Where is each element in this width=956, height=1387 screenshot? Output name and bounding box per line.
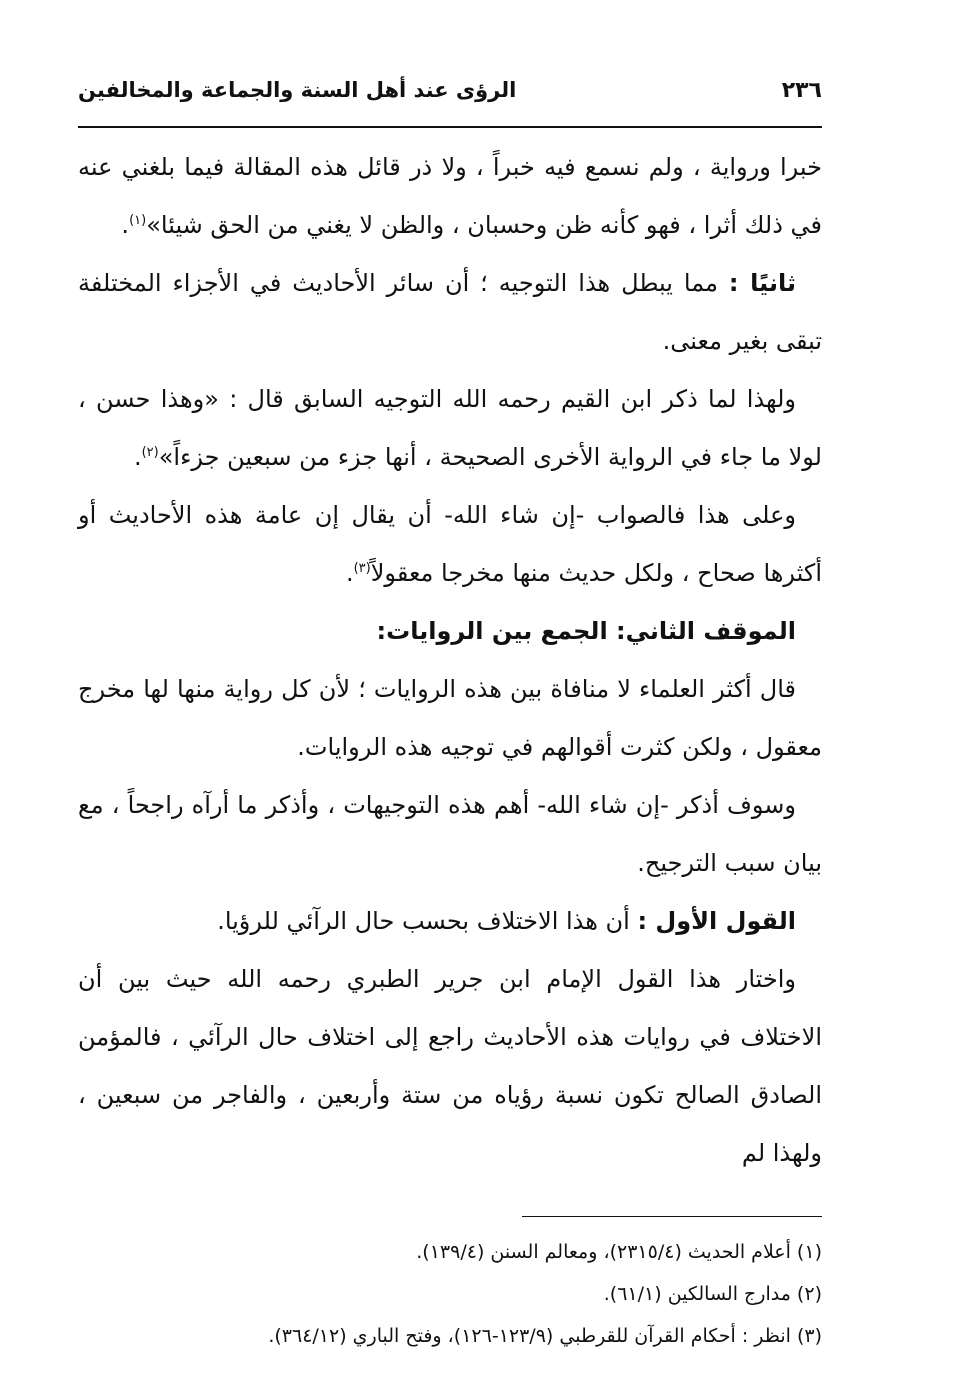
- book-page: [78, 78, 822, 1357]
- footnote-ref-3: (٣): [353, 561, 371, 576]
- footnote-3: (٣) انظر : أحكام القرآن للقرطبي (١٢٣/٩-١٢٦)، وفتح الباري (٣٦٤/١٢).: [268, 1325, 822, 1347]
- paragraph-1: خبرا ورواية ، ولم نسمع فيه خبراً ، ولا ذر قائل هذه المقالة فيما بلغني عنه في ذلك أثرا ، فهو كأنه ظن وحسبان ، والظن لا يغني من الحق شيئا»$^{(١)}$.: [78, 153, 822, 239]
- footnote-1: (١) أعلام الحديث (٢٣١٥/٤)، ومعالم السنن (١٣٩/٤).: [416, 1241, 822, 1263]
- footnote-2: (٢) مدارج السالكين (٦١/١).: [603, 1283, 822, 1305]
- paragraph-label: القول الأول :: [637, 907, 796, 935]
- body-text: [78, 138, 822, 1182]
- footnote-ref-2: (٢): [141, 445, 159, 460]
- paragraph-2: ثانيًا : مما يبطل هذا التوجيه ؛ أن سائر الأحاديث في الأجزاء المختلفة تبقى بغير معنى.: [78, 269, 822, 355]
- running-title: الرؤى عند أهل السنة والجماعة والمخالفين: [78, 78, 517, 102]
- paragraph-5: قال أكثر العلماء لا منافاة بين هذه الروايات ؛ لأن كل رواية منها لها مخرج معقول ، ولكن كثرت أقوالهم في توجيه هذه الروايات.: [78, 675, 822, 761]
- paragraph-6: وسوف أذكر -إن شاء الله- أهم هذه التوجيهات ، وأذكر ما أرآه راجحاً ، مع بيان سبب الترجيح.: [78, 791, 822, 877]
- footnotes: [78, 1231, 822, 1357]
- paragraph-4: وعلى هذا فالصواب -إن شاء الله- أن يقال إن عامة هذه الأحاديث أو أكثرها صحاح ، ولكل حديث منها مخرجا معقولاً$^{(٣)}$.: [78, 501, 822, 587]
- running-header: [78, 78, 822, 122]
- paragraph-3: ولهذا لما ذكر ابن القيم رحمه الله التوجيه السابق قال : «وهذا حسن ، لولا ما جاء في الرواية الأخرى الصحيحة ، أنها جزء من سبعين جزءاً»$^{(٢)}$.: [78, 385, 822, 471]
- footnote-ref-1: (١): [129, 213, 147, 228]
- header-divider: [78, 126, 822, 128]
- footnote-divider: [522, 1216, 822, 1217]
- page-number: ٢٣٦: [781, 78, 822, 103]
- paragraph-8: واختار هذا القول الإمام ابن جرير الطبري رحمه الله حيث بين أن الاختلاف في روايات هذه الأحاديث راجع إلى اختلاف حال الرآئي ، فالمؤمن الصادق الصالح تكون نسبة رؤياه من ستة وأربعين ، والفاجر من سبعين ، ولهذا لم: [78, 965, 822, 1167]
- section-heading: الموقف الثاني: الجمع بين الروايات:: [376, 617, 796, 645]
- paragraph-label: ثانيًا :: [728, 269, 797, 297]
- paragraph-7: القول الأول : أن هذا الاختلاف بحسب حال الرآئي للرؤيا.: [217, 907, 796, 935]
